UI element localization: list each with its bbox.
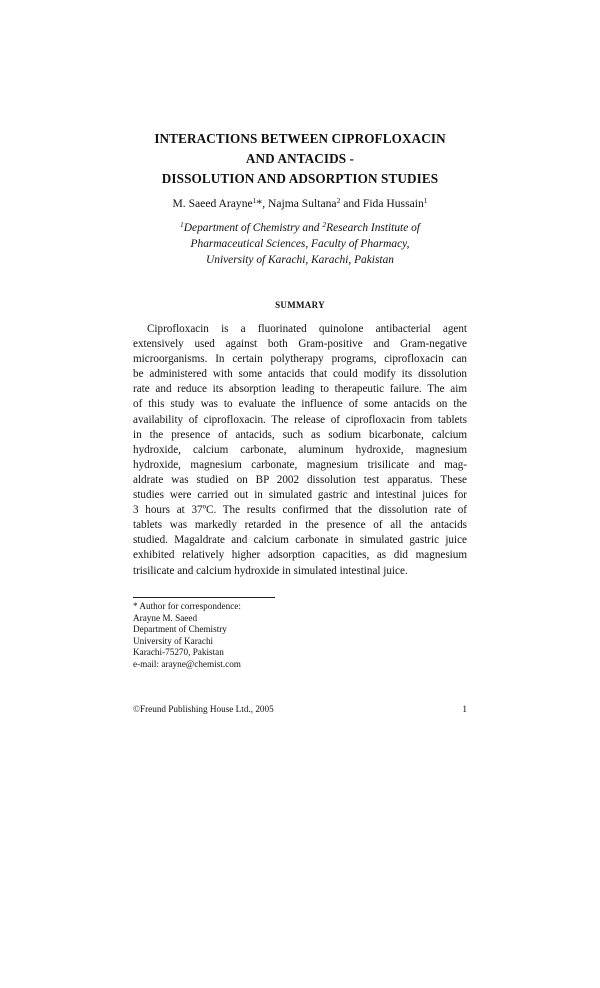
footnote-email: e-mail: arayne@chemist.com — [133, 658, 241, 669]
abstract-line: in the presence of antacids, such as sodium bicarbonate, calcium — [133, 428, 467, 441]
author-list — [0, 196, 600, 212]
abstract-line: studies were carried out in simulated gastric and intestinal juices for — [133, 489, 467, 502]
author-affiliation-mark: 2 — [336, 196, 341, 205]
title-line: DISSOLUTION AND ADSORPTION STUDIES — [161, 171, 439, 186]
affiliation-line — [0, 220, 600, 236]
paper-title — [0, 129, 600, 189]
affiliation-block — [0, 220, 600, 268]
author-name: Fida Hussain — [362, 197, 424, 210]
abstract-paragraph — [133, 322, 467, 579]
footnote-line: Department of Chemistry — [133, 624, 227, 635]
affiliation-text: Research Institute of — [326, 222, 420, 234]
affiliation-line: Pharmaceutical Sciences, Faculty of Pharmacy, — [190, 238, 410, 250]
title-line: INTERACTIONS BETWEEN CIPROFLOXACIN — [154, 131, 446, 146]
affiliation-line: University of Karachi, Karachi, Pakistan — [206, 254, 394, 266]
footnote-line: University of Karachi — [133, 635, 214, 646]
affiliation-mark: 1 — [180, 220, 184, 229]
author-affiliation-mark: 1 — [252, 196, 257, 205]
footnote-divider — [133, 597, 275, 598]
author-separator: and — [340, 197, 363, 210]
abstract-line: be administered with some antacids that could modify its dissolution — [133, 368, 467, 381]
abstract-line: availability of ciprofloxacin. The release of ciprofloxacin from tablets — [133, 413, 467, 426]
author-name: M. Saeed Arayne — [172, 197, 253, 210]
author-name: Najma Sultana — [268, 197, 337, 210]
title-line: AND ANTACIDS - — [245, 151, 355, 166]
abstract-line: 3 hours at 37ºC. The results confirmed that the dissolution rate of — [133, 504, 467, 517]
abstract-line: studied. Magaldrate and calcium carbonate in simulated gastric juice — [133, 534, 467, 547]
author-separator: *, — [256, 197, 268, 210]
abstract-line: hydroxide, magnesium carbonate, magnesium trisilicate and mag- — [133, 458, 467, 471]
affiliation-text: Department of Chemistry and — [183, 222, 323, 234]
copyright-notice: ©Freund Publishing House Ltd., 2005 — [133, 704, 274, 714]
affiliation-mark: 2 — [322, 220, 327, 229]
page-number: 1 — [462, 704, 467, 714]
correspondence-footnote — [133, 601, 393, 671]
abstract-line: hydroxide, calcium carbonate, aluminum hydroxide, magnesium — [133, 443, 467, 456]
abstract-line: aldrate was studied on BP 2002 dissolution test apparatus. These — [133, 473, 467, 486]
abstract-line: exhibited relatively higher adsorption capacities, as did magnesium — [133, 549, 467, 562]
author-affiliation-mark: 1 — [423, 196, 428, 205]
footnote-line: Karachi-75270, Pakistan — [133, 647, 224, 658]
summary-heading: SUMMARY — [275, 300, 325, 310]
abstract-line: of this study was to evaluate the influence of some antacids on the — [133, 398, 467, 411]
abstract-line: rate and reduce its absorption leading to therapeutic failure. The aim — [133, 383, 467, 396]
footnote-line: Arayne M. Saeed — [133, 612, 198, 623]
abstract-line: Ciprofloxacin is a fluorinated quinolone antibacterial agent — [147, 323, 467, 335]
abstract-line: tablets was markedly retarded in the presence of all the antacids — [133, 519, 467, 532]
footnote-line: * Author for correspondence: — [133, 601, 241, 611]
abstract-line: trisilicate and calcium hydroxide in simulated intestinal juice. — [133, 564, 408, 577]
abstract-line: extensively used against both Gram-positive and Gram-negative — [133, 338, 467, 351]
abstract-line: microorganisms. In certain polytherapy programs, ciprofloxacin can — [133, 353, 467, 366]
